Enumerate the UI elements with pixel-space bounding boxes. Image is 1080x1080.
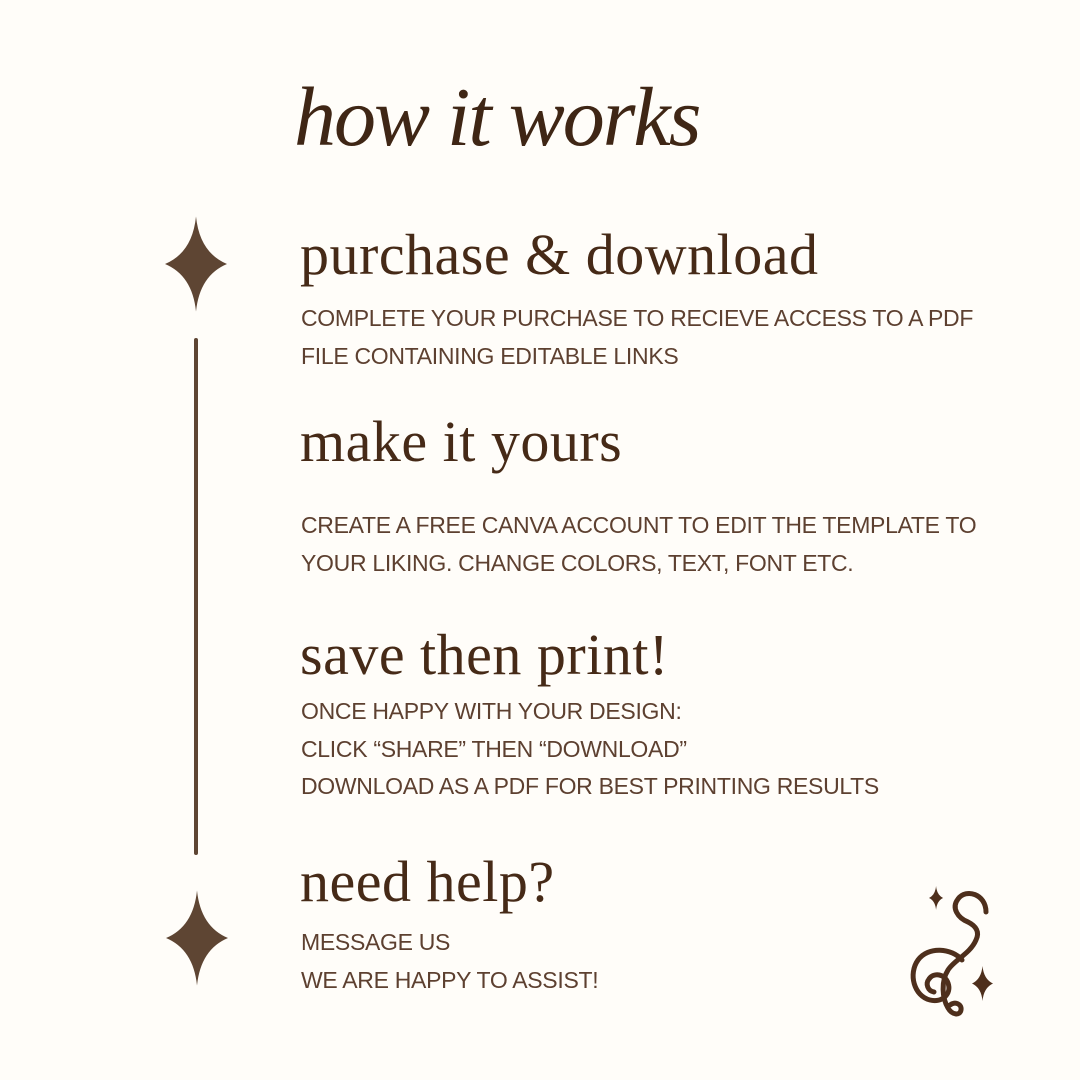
sparkle-icon <box>972 966 993 1001</box>
section-body <box>301 300 973 375</box>
vertical-divider <box>194 338 198 855</box>
body-line: FILE CONTAINING EDITABLE LINKS <box>301 342 679 369</box>
page-title: how it works <box>294 71 700 164</box>
brand-monogram-icon <box>898 882 1020 1034</box>
section-heading: make it yours <box>300 409 623 474</box>
body-line: ONCE HAPPY WITH YOUR DESIGN: <box>301 698 682 724</box>
section-heading: purchase & download <box>300 222 819 287</box>
section-body <box>301 693 879 806</box>
sparkle-icon <box>165 216 227 312</box>
body-line: COMPLETE YOUR PURCHASE TO RECIEVE ACCESS TO A PDF <box>301 305 974 331</box>
section-heading: need help? <box>300 849 555 914</box>
body-line: CREATE A FREE CANVA ACCOUNT TO EDIT THE TEMPLATE TO <box>301 512 977 538</box>
body-line: CLICK “SHARE” THEN “DOWNLOAD” <box>301 735 687 762</box>
sparkle-icon <box>166 890 228 986</box>
body-line: YOUR LIKING. CHANGE COLORS, TEXT, FONT ETC. <box>301 549 854 576</box>
body-line: DOWNLOAD AS A PDF FOR BEST PRINTING RESULTS <box>301 773 879 799</box>
section-heading: save then print! <box>300 622 669 687</box>
body-line: MESSAGE US <box>301 929 451 955</box>
section-body <box>301 507 976 582</box>
section-body <box>301 924 598 999</box>
sparkle-icon <box>929 886 943 910</box>
body-line: WE ARE HAPPY TO ASSIST! <box>301 966 599 993</box>
